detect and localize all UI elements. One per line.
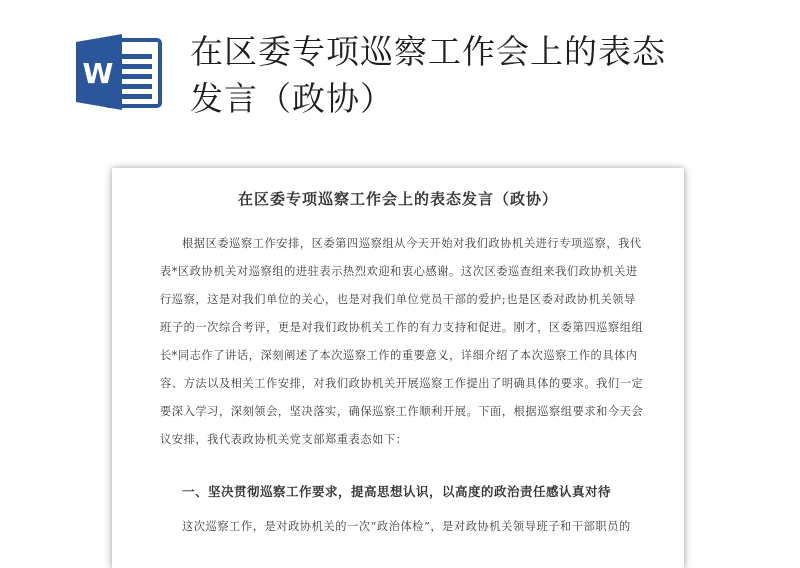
document-paragraph — [160, 230, 646, 454]
paragraph-line: 长*同志作了讲话，深刻阐述了本次巡察工作的重要意义，详细介绍了本次巡察工作的具体内 — [160, 349, 638, 362]
page-title-line-2: 发言（政协） — [190, 79, 394, 118]
page-title — [190, 28, 780, 122]
paragraph-line: 表*区政协机关对巡察组的进驻表示热烈欢迎和衷心感谢。这次区委巡查组来我们政协机关进 — [160, 265, 638, 278]
page-title-line-1: 在区委专项巡察工作会上的表态 — [190, 32, 666, 71]
paragraph-line: 班子的一次综合考评，更是对我们政协机关工作的有力支持和促进。刚才，区委第四巡察组组 — [160, 321, 644, 334]
document-title: 在区委专项巡察工作会上的表态发言（政协） — [237, 190, 558, 208]
paragraph-line: 要深入学习，深刻领会，坚决落实，确保巡察工作顺利开展。下面，根据巡察组要求和今天会 — [160, 405, 644, 418]
paragraph-line: 根据区委巡察工作安排，区委第四巡察组从今天开始对我们政协机关进行专项巡察，我代 — [182, 237, 642, 250]
word-icon — [76, 32, 164, 112]
header — [0, 0, 800, 150]
paragraph-line: 议安排，我代表政协机关党支部郑重表态如下： — [160, 433, 408, 446]
word-icon-letter: W — [82, 57, 114, 90]
document-page — [112, 168, 684, 568]
paragraph-line: 容、方法以及相关工作安排，对我们政协机关开展巡察工作提出了明确具体的要求。我们一定 — [160, 377, 644, 390]
cut-off-line: 这次巡察工作，是对政协机关的一次“政治体检”，是对政协机关领导班子和干部职员的 — [182, 520, 631, 533]
section-heading: 一、坚决贯彻巡察工作要求，提高思想认识，以高度的政治责任感认真对待 — [182, 484, 612, 499]
paragraph-line: 行巡察，这是对我们单位的关心，也是对我们单位党员干部的爱护;也是区委对政协机关领导 — [160, 293, 636, 306]
